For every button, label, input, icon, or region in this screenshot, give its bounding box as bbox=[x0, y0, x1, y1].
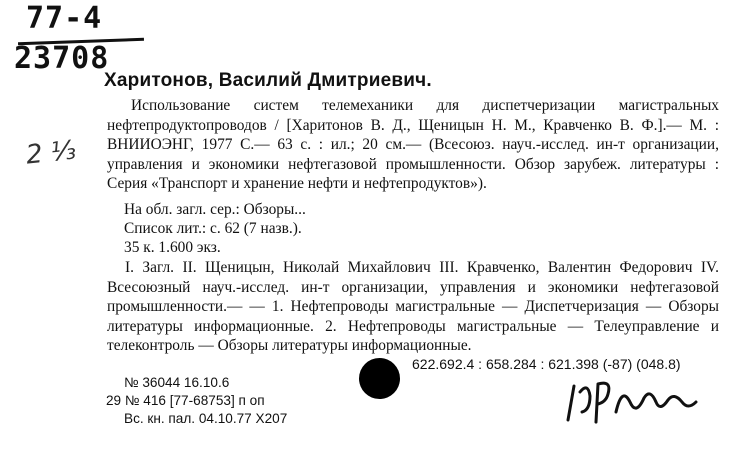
handwritten-call-number bbox=[14, 1, 110, 76]
call-number-top: 77-4 bbox=[26, 1, 103, 36]
call-number-bottom: 23708 bbox=[14, 41, 110, 76]
imprint-line-3: Вс. кн. пал. 04.10.77 Х207 bbox=[124, 411, 288, 426]
tracings: I. Загл. II. Щеницын, Николай Михайлович III. Кравченко, Валентин Федорович IV. Всесоюзный науч.-исслед. ин-т организации, управления и экономики нефтегазовой промышленности.— — 1. Нефтепроводы магистральные — Диспетчеризация — Обзоры литературы информационные. 2. Нефтепроводы магистральные — Телеуправление и телеконтроль — Обзоры литературы информационные. bbox=[107, 259, 719, 355]
series-note: На обл. загл. сер.: Обзоры... bbox=[124, 201, 306, 218]
handwritten-signature bbox=[560, 372, 720, 432]
bibliography-note: Список лит.: с. 62 (7 назв.). bbox=[124, 220, 302, 237]
price-note: 35 к. 1.600 экз. bbox=[124, 239, 221, 256]
imprint-line-1: № 36044 16.10.6 bbox=[124, 375, 230, 390]
punched-hole bbox=[359, 358, 400, 399]
bibliographic-description: Использование систем телемеханики для диспетчеризации магистральных нефтепродуктопроводов / [Харитонов В. Д., Щеницын Н. М., Кравченко В. Ф.].— М. : ВНИИОЭНГ, 1977 С.— 63 с. : ил.; 20 см.— (Всесоюз. науч.-исслед. ин-т организации, управления и экономики нефтегазовой промышленности. Обзор зарубеж. литературы : Серия «Транспорт и хранение нефти и нефтепродуктов»). bbox=[107, 97, 719, 193]
author-heading: Харитонов, Василий Дмитриевич. bbox=[104, 70, 432, 91]
udc-classification: 622.692.4 : 658.284 : 621.398 (-87) (048.8) bbox=[412, 356, 681, 372]
imprint-line-2: 29 № 416 [77-68753] п оп bbox=[106, 393, 265, 408]
handwritten-margin-mark: 2 ⅓ bbox=[24, 135, 78, 171]
